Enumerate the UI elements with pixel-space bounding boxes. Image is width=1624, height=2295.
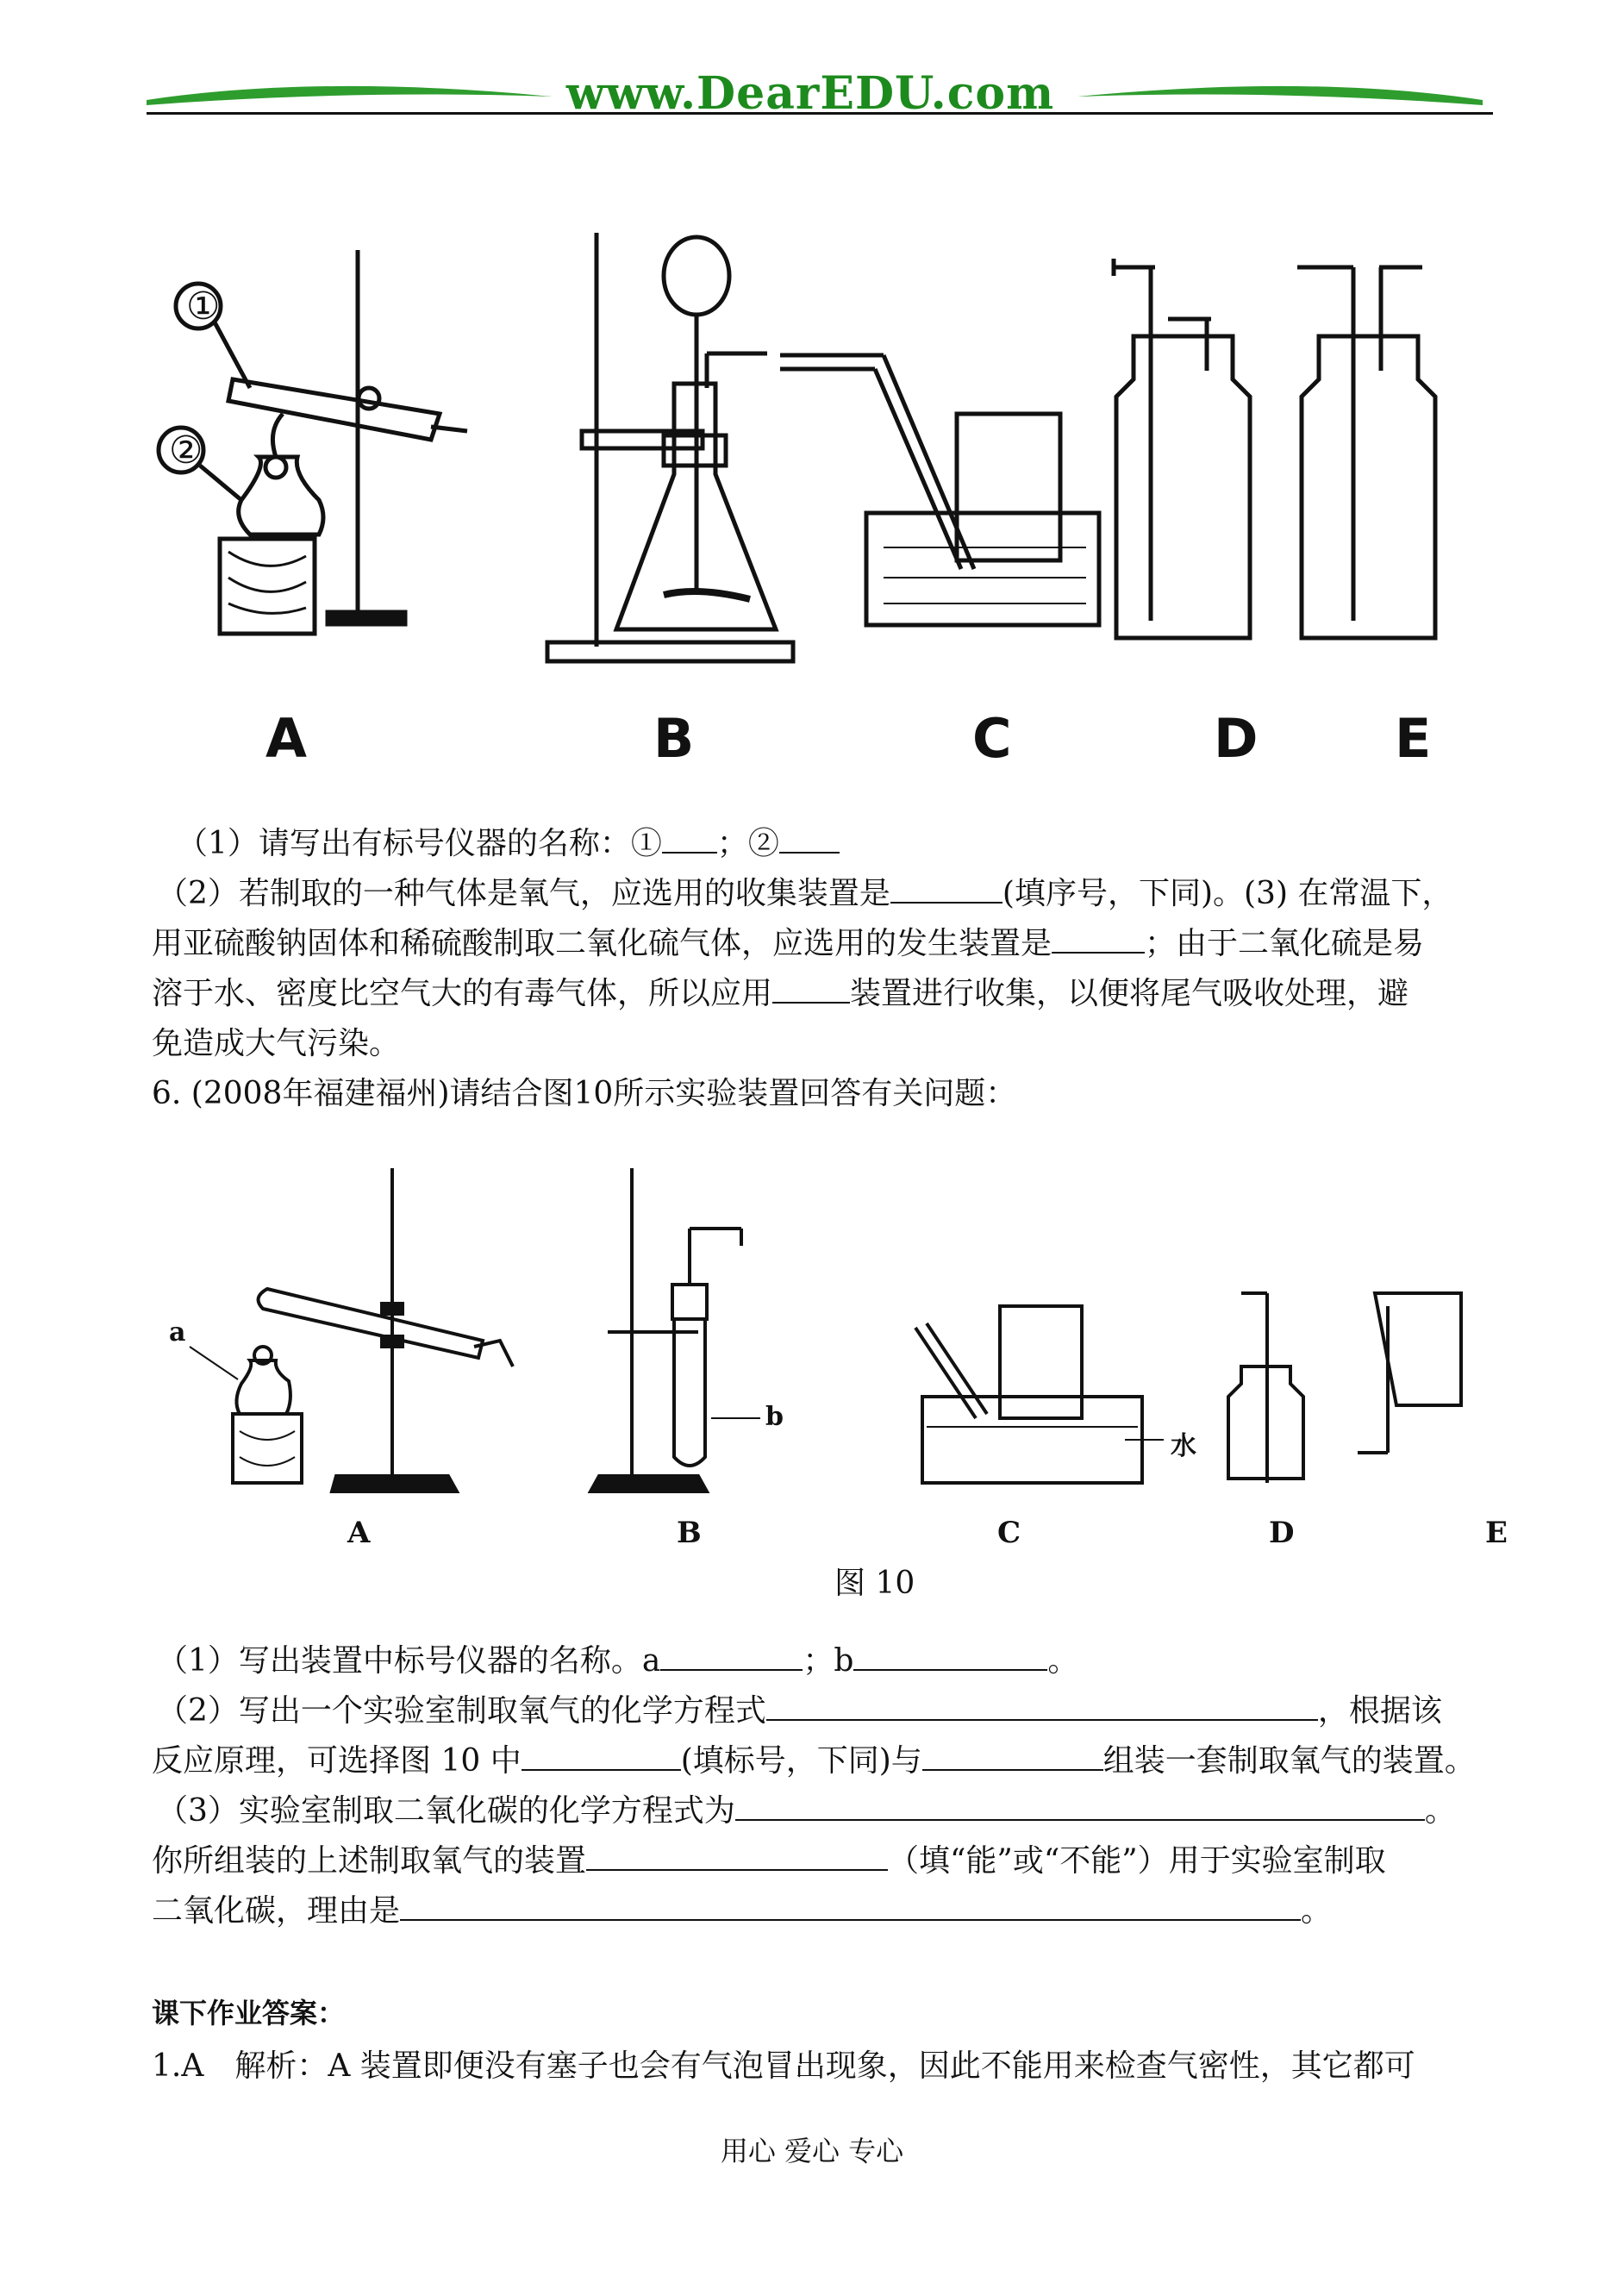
marker-1: ① (186, 285, 221, 328)
q6-line-4: （3）实验室制取二氧化碳的化学方程式为 。 (157, 1786, 1456, 1836)
figure-10-apparatus (172, 1155, 1569, 1517)
q6-line-6: 二氧化碳，理由是 。 (152, 1886, 1332, 1936)
marker-2: ② (169, 428, 203, 472)
q6-line-5: 你所组装的上述制取氧气的装置 （填“能”或“不能”）用于实验室制取 (152, 1836, 1386, 1886)
fig1-label-e: E (1395, 707, 1432, 770)
q5-line-1: （1）请写出有标号仪器的名称：① ；② (177, 819, 840, 869)
callout-water: 水 (1171, 1431, 1196, 1461)
fig10-label-a: A (347, 1516, 371, 1550)
q6-line-1: （1）写出装置中标号仪器的名称。a ；b 。 (157, 1636, 1078, 1686)
left-swoosh (147, 74, 560, 112)
callout-b: b (765, 1402, 784, 1432)
page-footer: 用心 爱心 专心 (720, 2135, 904, 2167)
figure-caption: 图 10 (834, 1566, 915, 1601)
figure-1-apparatus (147, 216, 1491, 672)
answers-title: 课下作业答案： (152, 1997, 346, 2029)
answers-line-1: 1.A 解析：A 装置即便没有塞子也会有气泡冒出现象，因此不能用来检查气密性，其它都可 (152, 2048, 1415, 2084)
q5-line-4: 溶于水、密度比空气大的有毒气体，所以应用 装置进行收集，以便将尾气吸收处理，避 (152, 969, 1409, 1019)
fig10-label-e: E (1485, 1516, 1508, 1550)
fig1-label-d: D (1214, 707, 1259, 770)
fig10-label-c: C (997, 1516, 1021, 1550)
fig10-label-b: B (677, 1516, 702, 1550)
fig10-label-d: D (1269, 1516, 1295, 1550)
fig1-label-c: C (972, 707, 1012, 770)
q5-line-5: 免造成大气污染。 (152, 1026, 401, 1061)
fig1-label-b: B (653, 707, 695, 770)
q5-line-2: （2）若制取的一种气体是氧气，应选用的收集装置是 (填序号，下同)。(3) 在常温下， (157, 869, 1452, 919)
q6-line-2: （2）写出一个实验室制取氧气的化学方程式 ，根据该 (157, 1686, 1442, 1736)
site-brand: www.DearEDU.com (565, 67, 1055, 120)
q5-line-3: 用亚硫酸钠固体和稀硫酸制取二氧化硫气体，应选用的发生装置是 ；由于二氧化硫是易 (152, 919, 1424, 969)
fig1-label-a: A (265, 707, 307, 770)
q6-intro: 6. (2008年福建福州)请结合图10所示实验装置回答有关问题： (152, 1076, 1017, 1111)
callout-a: a (169, 1317, 186, 1348)
right-swoosh (1069, 74, 1483, 112)
q6-line-3: 反应原理，可选择图 10 中 (填标号，下同)与 组装一套制取氧气的装置。 (152, 1736, 1476, 1786)
